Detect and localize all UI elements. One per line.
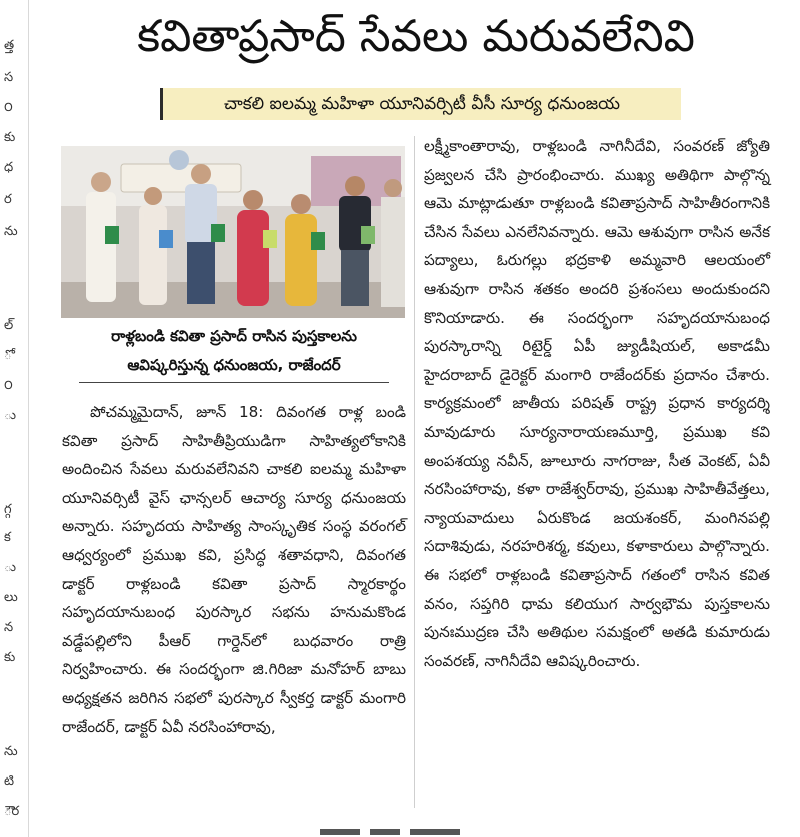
edge-glyph: టి xyxy=(4,774,15,789)
article-paragraph: పోచమ్మమైదాన్, జూన్ 18: దివంగత రాళ్ల బండి కవితా ప్రసాద్ సాహితీప్రియుడిగా సాహిత్యలోకానికి అందించిన సేవలు మరువలేనివని చాకలి ఐలమ్మ మహిళా యూనివర్సిటీ వైస్ ఛాన్సలర్ ఆచార్య సూర్య ధనుంజయ అన్నారు. సహృదయ సాహిత్య సాంస్కృతిక సంస్థ వరంగల్ ఆధ్వర్యంలో ప్రముఖ కవి, ప్రసిద్ధ శతావధాని, దివంగత డాక్టర్ రాళ్లబండి కవితా ప్రసాద్ స్మారకార్థం సహృదయానుబంధ పురస్కార సభను హనుమకొండ వడ్డేపల్లిలోని పీఆర్ గార్డెన్‌లో బుధవారం రాత్రి నిర్వహించారు. ఈ సందర్భంగా జి.గిరిజా మనోహర్ బాబు అధ్యక్షతన జరిగిన సభలో పురస్కార స్వీకర్త డాక్టర్ మంగారి రాజేందర్, డాక్టర్ ఏవీ నరసింహారావు, xyxy=(62,403,406,736)
edge-glyph: ను xyxy=(4,744,18,759)
caption-line-2: ఆవిష్కరిస్తున్న ధనుంజయ, రాజేందర్ xyxy=(127,356,341,374)
edge-glyph: ౦ xyxy=(4,100,13,115)
edge-glyph: కు xyxy=(4,650,16,665)
article-body-right-column xyxy=(424,132,770,675)
edge-glyph: ధ xyxy=(4,160,14,175)
book xyxy=(159,230,173,248)
edge-glyph: ర xyxy=(4,192,12,207)
edge-glyph: క xyxy=(4,530,11,545)
edge-glyph: లు xyxy=(4,590,18,605)
adjacent-column-fragment xyxy=(0,0,29,837)
article-subheadline: చాకలి ఐలమ్మ మహిళా యూనివర్సిటీ వీసీ సూర్య ధనుంజయ xyxy=(160,88,681,120)
caption-underline xyxy=(79,382,389,383)
edge-glyph: గ్గ xyxy=(4,502,12,517)
edge-glyph: కు xyxy=(4,130,16,145)
person-figure xyxy=(381,179,405,307)
event-photo-illustration xyxy=(61,146,405,318)
edge-glyph: ౌర xyxy=(4,804,20,819)
article-headline: కవితాప్రసాద్ సేవలు మరువలేనివి xyxy=(137,11,695,62)
column-divider xyxy=(414,136,415,808)
next-article-fragment xyxy=(300,822,500,836)
edge-glyph: త్త xyxy=(4,38,15,53)
edge-glyph: ు xyxy=(4,408,17,423)
article-body-left-column xyxy=(62,398,406,741)
cut-off-text-fragment xyxy=(300,823,500,836)
edge-glyph: స xyxy=(4,70,14,85)
edge-glyph: న xyxy=(4,620,14,635)
book xyxy=(311,232,325,250)
photo-caption xyxy=(64,322,404,384)
edge-glyph: ను xyxy=(4,224,18,239)
book xyxy=(211,224,225,242)
book xyxy=(361,226,375,244)
edge-glyph: ు xyxy=(4,560,17,575)
edge-glyph: ల్ xyxy=(4,318,14,333)
article-paragraph: లక్ష్మీకాంతారావు, రాళ్లబండి నాగినీదేవి, సంవరణ్ జ్యోతి ప్రజ్వలన చేసి ప్రారంభించారు. ముఖ్య అతిథిగా పాల్గొన్న ఆమె మాట్లాడుతూ రాళ్లబండి కవితాప్రసాద్ సాహితీరంగానికి చేసిన సేవలు ఎనలేనివన్నారు. ఆమె ఆశువుగా రాసిన అనేక పద్యాలు, ఓరుగల్లు భద్రకాళి అమ్మవారి ఆలయంలో ఆశువుగా రాసిన శతకం అందరి ప్రశంసలు అందుకుందని కొనియాడారు. ఈ సందర్భంగా సహృదయానుబంధ పురస్కారాన్ని రిటైర్డ్ ఏపీ జ్యుడీషియల్, అకాడమీ హైదరాబాద్ డైరెక్టర్ మంగారి రాజేందర్‌కు ప్రదానం చేశారు. కార్యక్రమంలో జాతీయ పరిషత్ రాష్ట్ర ప్రధాన కార్యదర్శి మావుడూరు సూర్యనారాయణమూర్తి, ప్రముఖ కవి అంపశయ్య నవీన్, జూలూరు నాగరాజు, సీత వెంకట్, ఏవీ నరసింహారావు, కళా రాజేశ్వర్‌రావు, ప్రముఖ సాహితీవేత్తలు, న్యాయవాదులు ఏరుకొండ జయశంకర్, మంగినపల్లి సదాశివుడు, నరహరిశర్మ, కవులు, కళాకారులు పాల్గొన్నారు. ఈ సభలో రాళ్లబండి కవితాప్రసాద్ గతంలో రాసిన కవిత వనం, సప్తగిరి ధామ కలియుగ సార్వభౌమ పుస్తకాలను పునఃముద్రణ చేసి అతిథుల సమక్షంలో అతడి కుమారుడు సంవరణ్, నాగినీదేవి ఆవిష్కరించారు. xyxy=(424,137,770,670)
caption-line-1: రాళ్లబండి కవితా ప్రసాద్ రాసిన పుస్తకాలను xyxy=(111,327,357,345)
book xyxy=(263,230,277,248)
edge-glyph: ో xyxy=(4,348,12,363)
book xyxy=(105,226,119,244)
edge-glyph: ౦ xyxy=(4,378,13,393)
event-photo xyxy=(61,146,405,318)
